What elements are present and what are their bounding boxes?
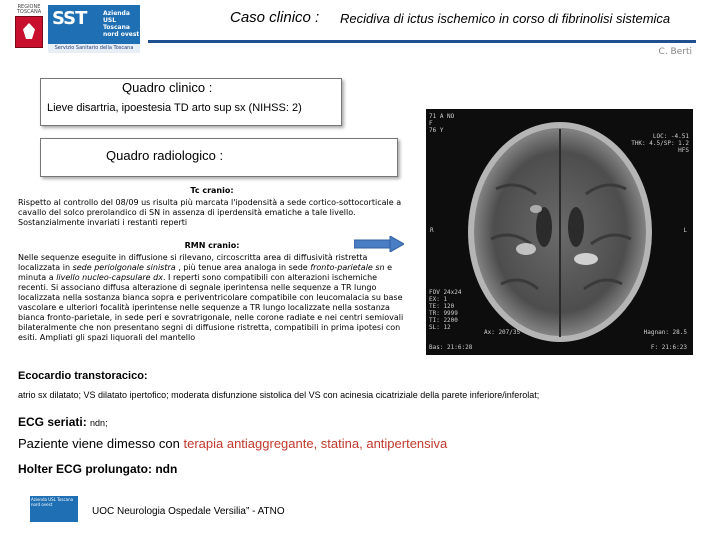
- mri-time-left: Bas: 21:6:28: [429, 344, 473, 351]
- ssr-logo: [48, 5, 140, 53]
- mri-time-right: F: 21:6:23: [650, 344, 687, 351]
- pegasus-shield-icon: [15, 16, 43, 48]
- ssr-logo-footer: Servizio Sanitario della Toscana: [48, 44, 140, 53]
- mri-overlay-top-left: 71 A NO F 76 Y: [429, 113, 455, 134]
- mri-marker-right: R: [430, 227, 434, 234]
- ssr-logo-subtitle: Azienda USL Toscana nord ovest: [103, 10, 140, 38]
- mri-overlay-bottom-right: Hagnan: 28.5: [643, 329, 687, 336]
- rmn-text-part: , più tenue area analoga in sede: [175, 263, 311, 272]
- ssr-logo-letters: SST: [52, 8, 87, 29]
- mri-image: [426, 109, 693, 355]
- dimissione-line: [18, 436, 447, 451]
- rmn-text-emph: livello nucleo-capsulare dx: [56, 273, 163, 282]
- author-label: C. Berti: [658, 47, 692, 57]
- ecocardio-text: atrio sx dilatato; VS dilatato ipertofico; moderata disfunzione sistolica del VS con acinesia cicatriziale della parete inferiore/inferolat;: [18, 390, 540, 400]
- footer-logo: Azienda USL Toscana nord ovest: [30, 496, 78, 522]
- rmn-text-part: . I reperti sono compatibili con alterazioni ischemiche recenti. Si associano diffusa alterazione di segnale iperintensa nelle sequenze a TR lungo localizzata nella sostanza bianca sopra e periventricolare compatibile con leucomalacia su base vascolare e ulteriori focalità iperintense nelle sequenze a TR lungo localizzate nella sostanza bianca fronto-parietale, in sede peri e sovratrigonale, nelle corone radiate e nei centri semiovali bilateralmente che non presentano segni di diffusione ristretta, compatibili in prima ipotesi con esiti. Ampliati gli spazi liquorali del mantello: [18, 273, 404, 342]
- quadro-radiologico-title: Quadro radiologico :: [106, 148, 224, 163]
- ecocardio-title: Ecocardio transtoracico:: [18, 370, 148, 382]
- mri-overlay-bottom-mid: Ax: 207/35: [484, 329, 521, 336]
- tc-heading: Tc cranio:: [190, 186, 234, 195]
- arrow-right-icon: [354, 236, 404, 252]
- rmn-text-part: e minuta a: [18, 263, 393, 282]
- footer-text: UOC Neurologia Ospedale Versilia” - ATNO: [92, 506, 285, 517]
- header-rule: [148, 40, 696, 43]
- ecg-label: ECG seriati:: [18, 415, 87, 429]
- ecg-value: ndn;: [90, 418, 108, 428]
- mri-overlay-bottom-left: FOV 24x24 EX: 1 TE: 120 TR: 9999 TI: 2200 SL: 12: [429, 289, 462, 331]
- slide-title-prefix: Caso clinico :: [230, 9, 320, 26]
- quadro-clinico-text: Lieve disartria, ipoestesia TD arto sup sx (NIHSS: 2): [47, 102, 302, 114]
- holter-line: Holter ECG prolungato: ndn: [18, 462, 178, 476]
- quadro-clinico-title: Quadro clinico :: [122, 80, 213, 95]
- rmn-text-emph: fronto-parietale sn: [310, 263, 385, 272]
- tc-text: Rispetto al controllo del 08/09 us risulta più marcata l'ipodensità a sede cortico-sottocorticale a cavallo del solco prerolandico di SN in assenza di iperdensità ematiche a tale livello. Sostanzialmente invariati i restanti reperti: [18, 198, 402, 227]
- mri-overlay-top-right: LOC: -4.51 THK: 4.5/SP: 1.2 HFS: [631, 133, 689, 154]
- region-logo-caption: REGIONE TOSCANA: [16, 4, 42, 15]
- rmn-text-emph: sede periolgonale sinistra: [72, 263, 176, 272]
- rmn-text: [18, 253, 404, 343]
- rmn-heading: RMN cranio:: [184, 241, 240, 250]
- rmn-text-part: Nelle sequenze eseguite in diffusione si rilevano, circoscritta area di diffusività ristretta localizzata in: [18, 253, 368, 272]
- mri-marker-left: L: [683, 227, 687, 234]
- dimissione-therapy: terapia antiaggregante, statina, antipertensiva: [183, 436, 448, 451]
- regione-toscana-logo: [10, 5, 48, 47]
- dimissione-text: Paziente viene dimesso con: [18, 436, 184, 451]
- ecg-line: [18, 415, 108, 429]
- slide-title: Recidiva di ictus ischemico in corso di fibrinolisi sistemica: [340, 11, 671, 26]
